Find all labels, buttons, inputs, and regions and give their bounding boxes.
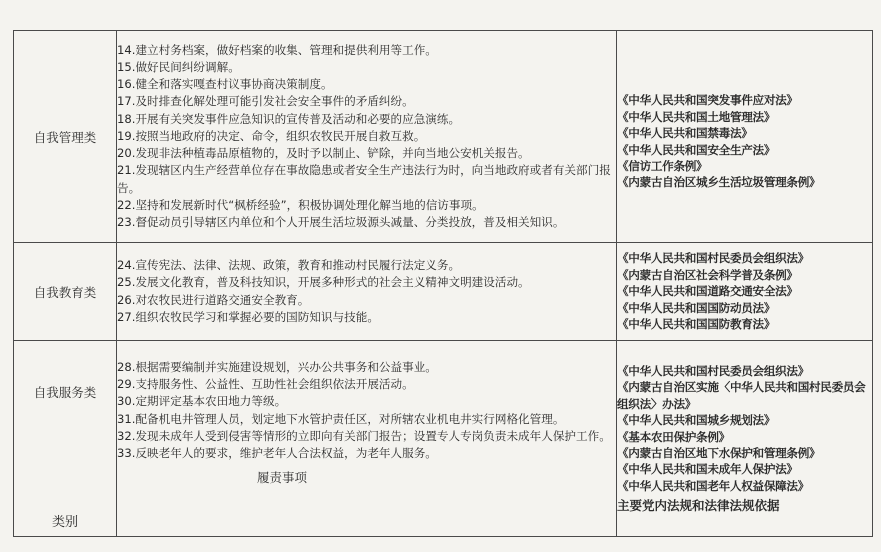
duty-item: 20.发现非法种植毒品原植物的，及时予以制止、铲除，并向当地公安机关报告。 [117, 146, 530, 161]
duties-cell [117, 341, 617, 537]
duty-item: 19.按照当地政府的决定、命令，组织农牧民开展自救互救。 [117, 128, 426, 143]
law-item: 《中华人民共和国未成年人保护法》 [617, 462, 798, 477]
law-item: 《中华人民共和国突发事件应对法》 [617, 93, 798, 108]
duties-cell [117, 243, 617, 341]
law-item: 《内蒙古自治区地下水保护和管理条例》 [617, 446, 821, 461]
table-row [14, 341, 873, 537]
law-item: 《中华人民共和国安全生产法》 [617, 142, 776, 157]
law-item: 《基本农田保护条例》 [617, 429, 730, 444]
category-cell [14, 243, 117, 341]
category-label: 自我管理类 [33, 129, 97, 145]
duty-item: 22.坚持和发展新时代“枫桥经验”，积极协调处理化解当地的信访事项。 [117, 197, 484, 212]
duty-item: 29.支持服务性、公益性、互助性社会组织依法开展活动。 [117, 377, 414, 392]
law-item: 《中华人民共和国村民委员会组织法》 [617, 364, 809, 378]
law-item: 《内蒙古自治区社会科学普及条例》 [617, 267, 798, 282]
duties-cell [117, 31, 617, 243]
header-duties: 履责事项 [257, 470, 308, 486]
duty-item: 23.督促动员引导辖区内单位和个人开展生活垃圾源头减量、分类投放，普及相关知识。 [117, 214, 565, 229]
law-item: 《内蒙古自治区实施〈中华人民共和国村民委员会组织法〉办法》 [617, 380, 866, 411]
category-cell [14, 341, 117, 537]
duty-item: 17.及时排查化解处理可能引发社会安全事件的矛盾纠纷。 [117, 94, 414, 109]
law-item: 《信访工作条例》 [617, 158, 708, 173]
duty-item: 21.发现辖区内生产经营单位存在事故隐患或者安全生产违法行为时，向当地政府或者有关部门报告。 [117, 163, 611, 195]
law-item: 《中华人民共和国村民委员会组织法》 [617, 251, 809, 266]
law-item: 《内蒙古自治区城乡生活垃圾管理条例》 [617, 175, 821, 190]
duty-item: 30.定期评定基本农田地力等级。 [117, 394, 287, 409]
law-item: 《中华人民共和国老年人权益保障法》 [617, 478, 809, 493]
law-item: 《中华人民共和国禁毒法》 [617, 126, 753, 141]
duty-item: 27.组织农牧民学习和掌握必要的国防知识与技能。 [117, 309, 379, 324]
duty-item: 16.健全和落实嘎查村议事协商决策制度。 [117, 77, 333, 92]
category-cell [14, 31, 117, 243]
duty-item: 24.宣传宪法、法律、法规、政策，教育和推动村民履行法定义务。 [117, 258, 461, 273]
duty-item: 32.发现未成年人受到侵害等情形的立即向有关部门报告；设置专人专岗负责未成年人保护工作。 [117, 428, 611, 443]
duty-item: 26.对农牧民进行道路交通安全教育。 [117, 292, 310, 307]
laws-cell [617, 31, 873, 243]
laws-cell [617, 341, 873, 537]
table-row [14, 243, 873, 341]
category-label: 自我服务类 [33, 385, 97, 400]
duty-item: 18.开展有关突发事件应急知识的宣传普及活动和必要的应急演练。 [117, 111, 461, 126]
duty-item: 14.建立村务档案，做好档案的收集、管理和提供利用等工作。 [117, 42, 437, 57]
duty-item: 15.做好民间纠纷调解。 [117, 60, 240, 75]
duty-item: 25.发展文化教育，普及科技知识，开展多种形式的社会主义精神文明建设活动。 [117, 275, 530, 290]
law-item: 《中华人民共和国道路交通安全法》 [617, 284, 798, 299]
law-item: 《中华人民共和国城乡规划法》 [617, 413, 776, 428]
table-row [14, 31, 873, 243]
header-category: 类别 [51, 515, 78, 530]
duty-item: 28.根据需要编制并实施建设规划，兴办公共事务和公益事业。 [117, 360, 437, 374]
law-item: 《中华人民共和国土地管理法》 [617, 109, 776, 124]
law-item: 《中华人民共和国国防动员法》 [617, 300, 776, 315]
duty-item: 33.反映老年人的要求，维护老年人合法权益，为老年人服务。 [117, 446, 437, 461]
duty-item: 31.配备机电井管理人员，划定地下水管护责任区，对所辖农业机电井实行网格化管理。 [117, 411, 565, 426]
law-item: 《中华人民共和国国防教育法》 [617, 317, 776, 332]
category-label: 自我教育类 [33, 284, 97, 300]
laws-cell [617, 243, 873, 341]
duty-table [13, 30, 873, 537]
header-laws: 主要党内法规和法律法规依据 [617, 498, 780, 514]
